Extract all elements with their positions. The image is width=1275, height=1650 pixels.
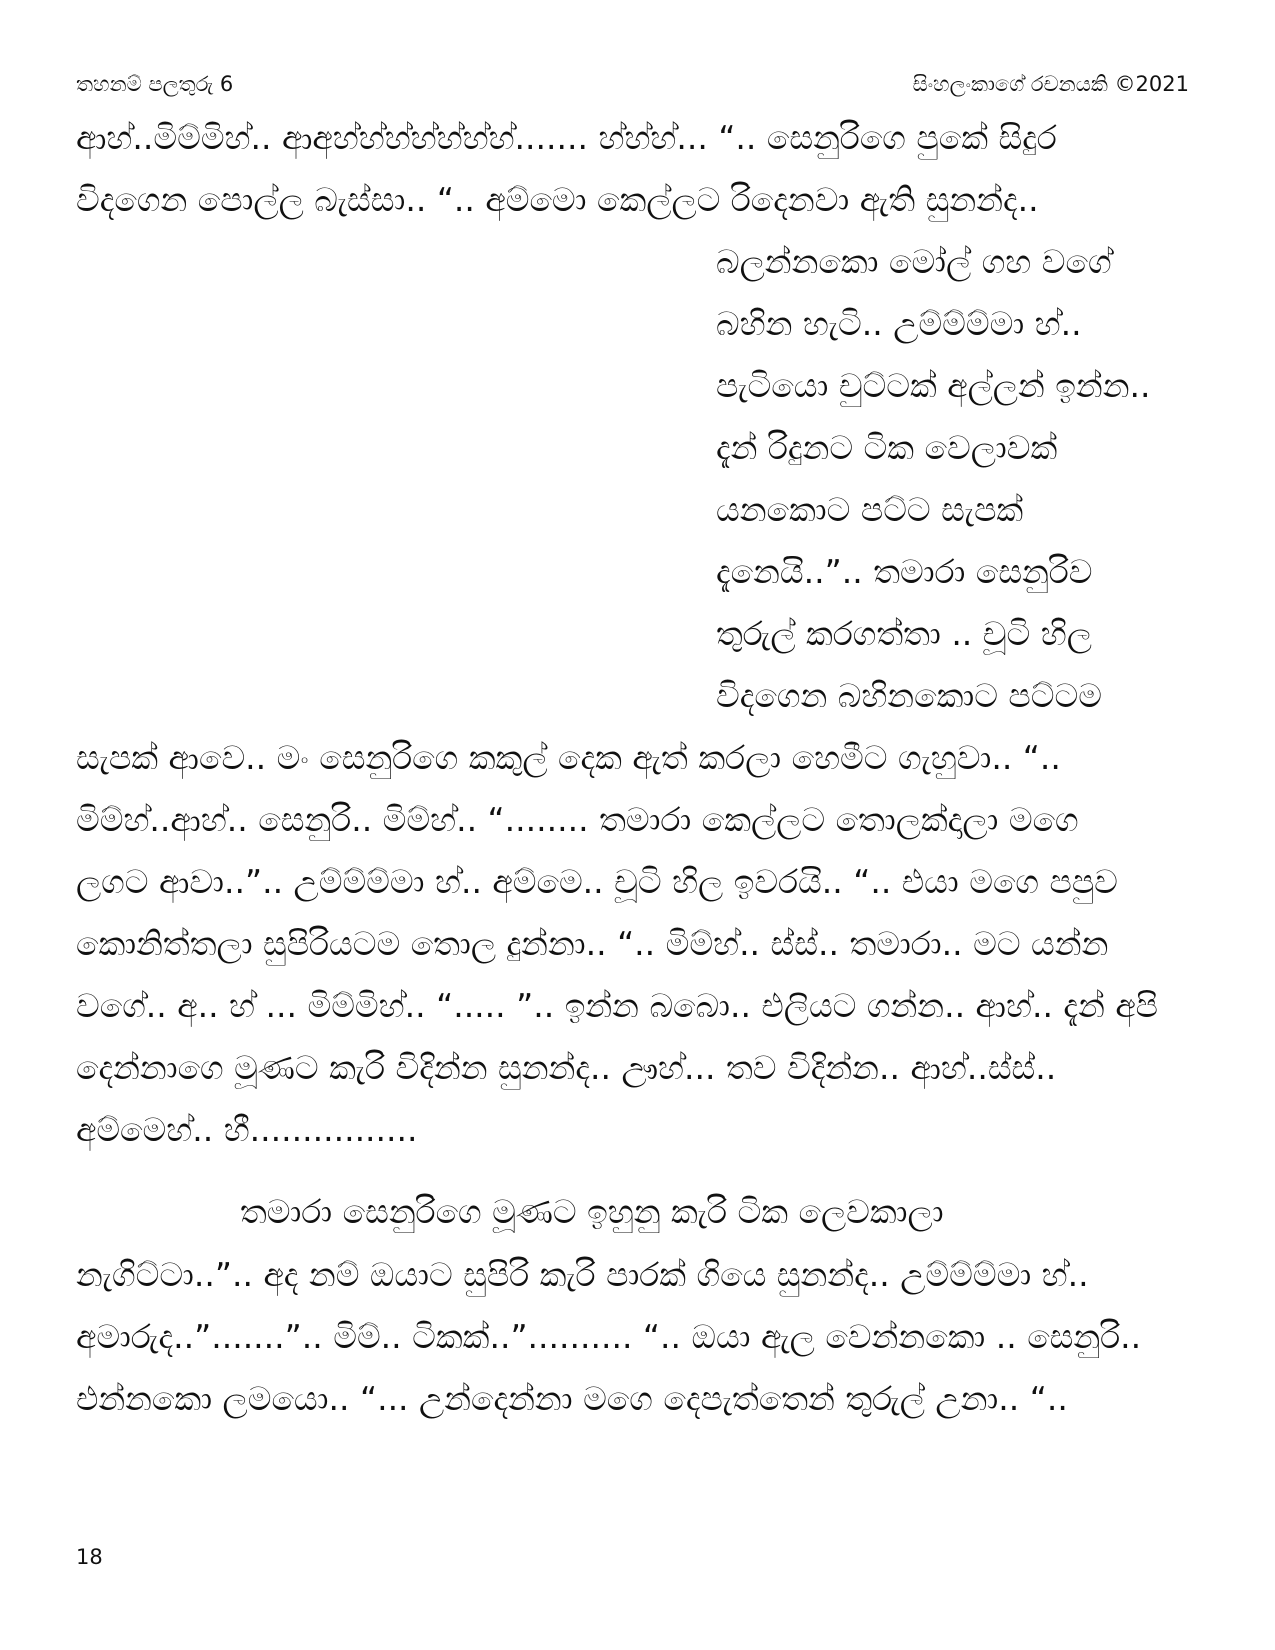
page-number: 18 — [76, 1545, 103, 1569]
text-line: සැපක් ආවෙ.. මං සෙනුරිගෙ කකුල් දෙක ඇත් කරලා හෙමීට ගැහුවා.. “.. — [76, 738, 1061, 777]
text-line: වගේ.. අ.. හ් ... මිම්මිහ්.. “..... ”.. ඉන්න බබො.. එලියට ගන්න.. ආහ්.. දැන් අපි — [76, 986, 1159, 1025]
text-line: විදගෙන බහිනකොට පට්ටම — [716, 676, 1102, 715]
text-line: ආහ්..මිම්මිහ්.. ආඅහ්හ්හ්හ්හ්හ්හ්....... හ්හ්හ්... “.. සෙනුරිගෙ පුකේ සිදුර — [76, 118, 1057, 157]
text-line: එන්නකො ලමයො.. “... උන්දෙන්නා මගෙ දෙපැත්තෙන් තුරුල් උනා.. “.. — [76, 1379, 1068, 1418]
text-line: අමාරුද..”.......”.. මිම්.. ටිකක්..”.......... “.. ඔයා ඇල වෙන්නකො .. සෙනුරි.. — [76, 1317, 1142, 1356]
text-line: විදගෙන පොල්ල බැස්සා.. “.. අම්මො කෙල්ලට රිදෙනවා ඇති සුනන්ද.. — [76, 180, 1039, 219]
text-line: බහින හැටි.. උම්ම්ම්මා හ්.. — [716, 304, 1082, 343]
text-line: නැගිට්ටා..”.. අද නම් ඔයාට සුපිරි කැරි පාරක් ගියෙ සුනන්ද.. උම්ම්ම්මා හ්.. — [76, 1255, 1089, 1294]
text-line: මිම්හ්..ආහ්.. සෙනුරි.. මිම්හ්.. “........ තමාරා කෙල්ලට තොලක්දාලා මගෙ — [76, 800, 1079, 839]
text-line: දෙන්නාගෙ මූණට කැරි විදින්න සුනන්ද.. ඌහ්... තව විදින්න.. ආහ්..ස්ස්.. — [76, 1048, 1057, 1087]
text-line: යනකොට පට්ට සැපක් — [716, 490, 1024, 529]
paragraph-first-line: තමාරා සෙනුරිගෙ මූණට ඉහුනු කැරි ටික ලෙවකාලා — [240, 1192, 944, 1231]
author-copyright: සිංහලංකාගේ රචනයකි ©2021 — [912, 72, 1189, 96]
text-line: බලන්නකො මෝල් ගහ වගේ — [716, 242, 1112, 281]
text-line: කොනිත්තලා සුපිරියටම තොල දුන්නා.. “.. මිම්හ්.. ස්ස්.. තමාරා.. මට යන්න — [76, 924, 1109, 963]
text-line: ලගට ආවා..”.. උම්ම්ම්මා හ්.. අම්මෙ.. චූටි හිල ඉවරයි.. “.. එයා මගෙ පපුව — [76, 862, 1118, 901]
page-header — [0, 0, 1275, 110]
text-line: පැටියො චුට්ටක් අල්ලන් ඉන්න.. — [716, 366, 1151, 405]
text-line: දැන් රිදුනට ටික වෙලාවක් — [716, 428, 1058, 467]
text-line: තුරුල් කරගත්තා .. චූටි හිල — [716, 614, 1092, 653]
running-title: තහනම් පලතුරු 6 — [76, 72, 234, 96]
text-line: දැනෙයි..”.. තමාරා සෙනුරිව — [716, 552, 1093, 591]
text-line: අම්මෙහ්.. හී................ — [76, 1110, 418, 1149]
